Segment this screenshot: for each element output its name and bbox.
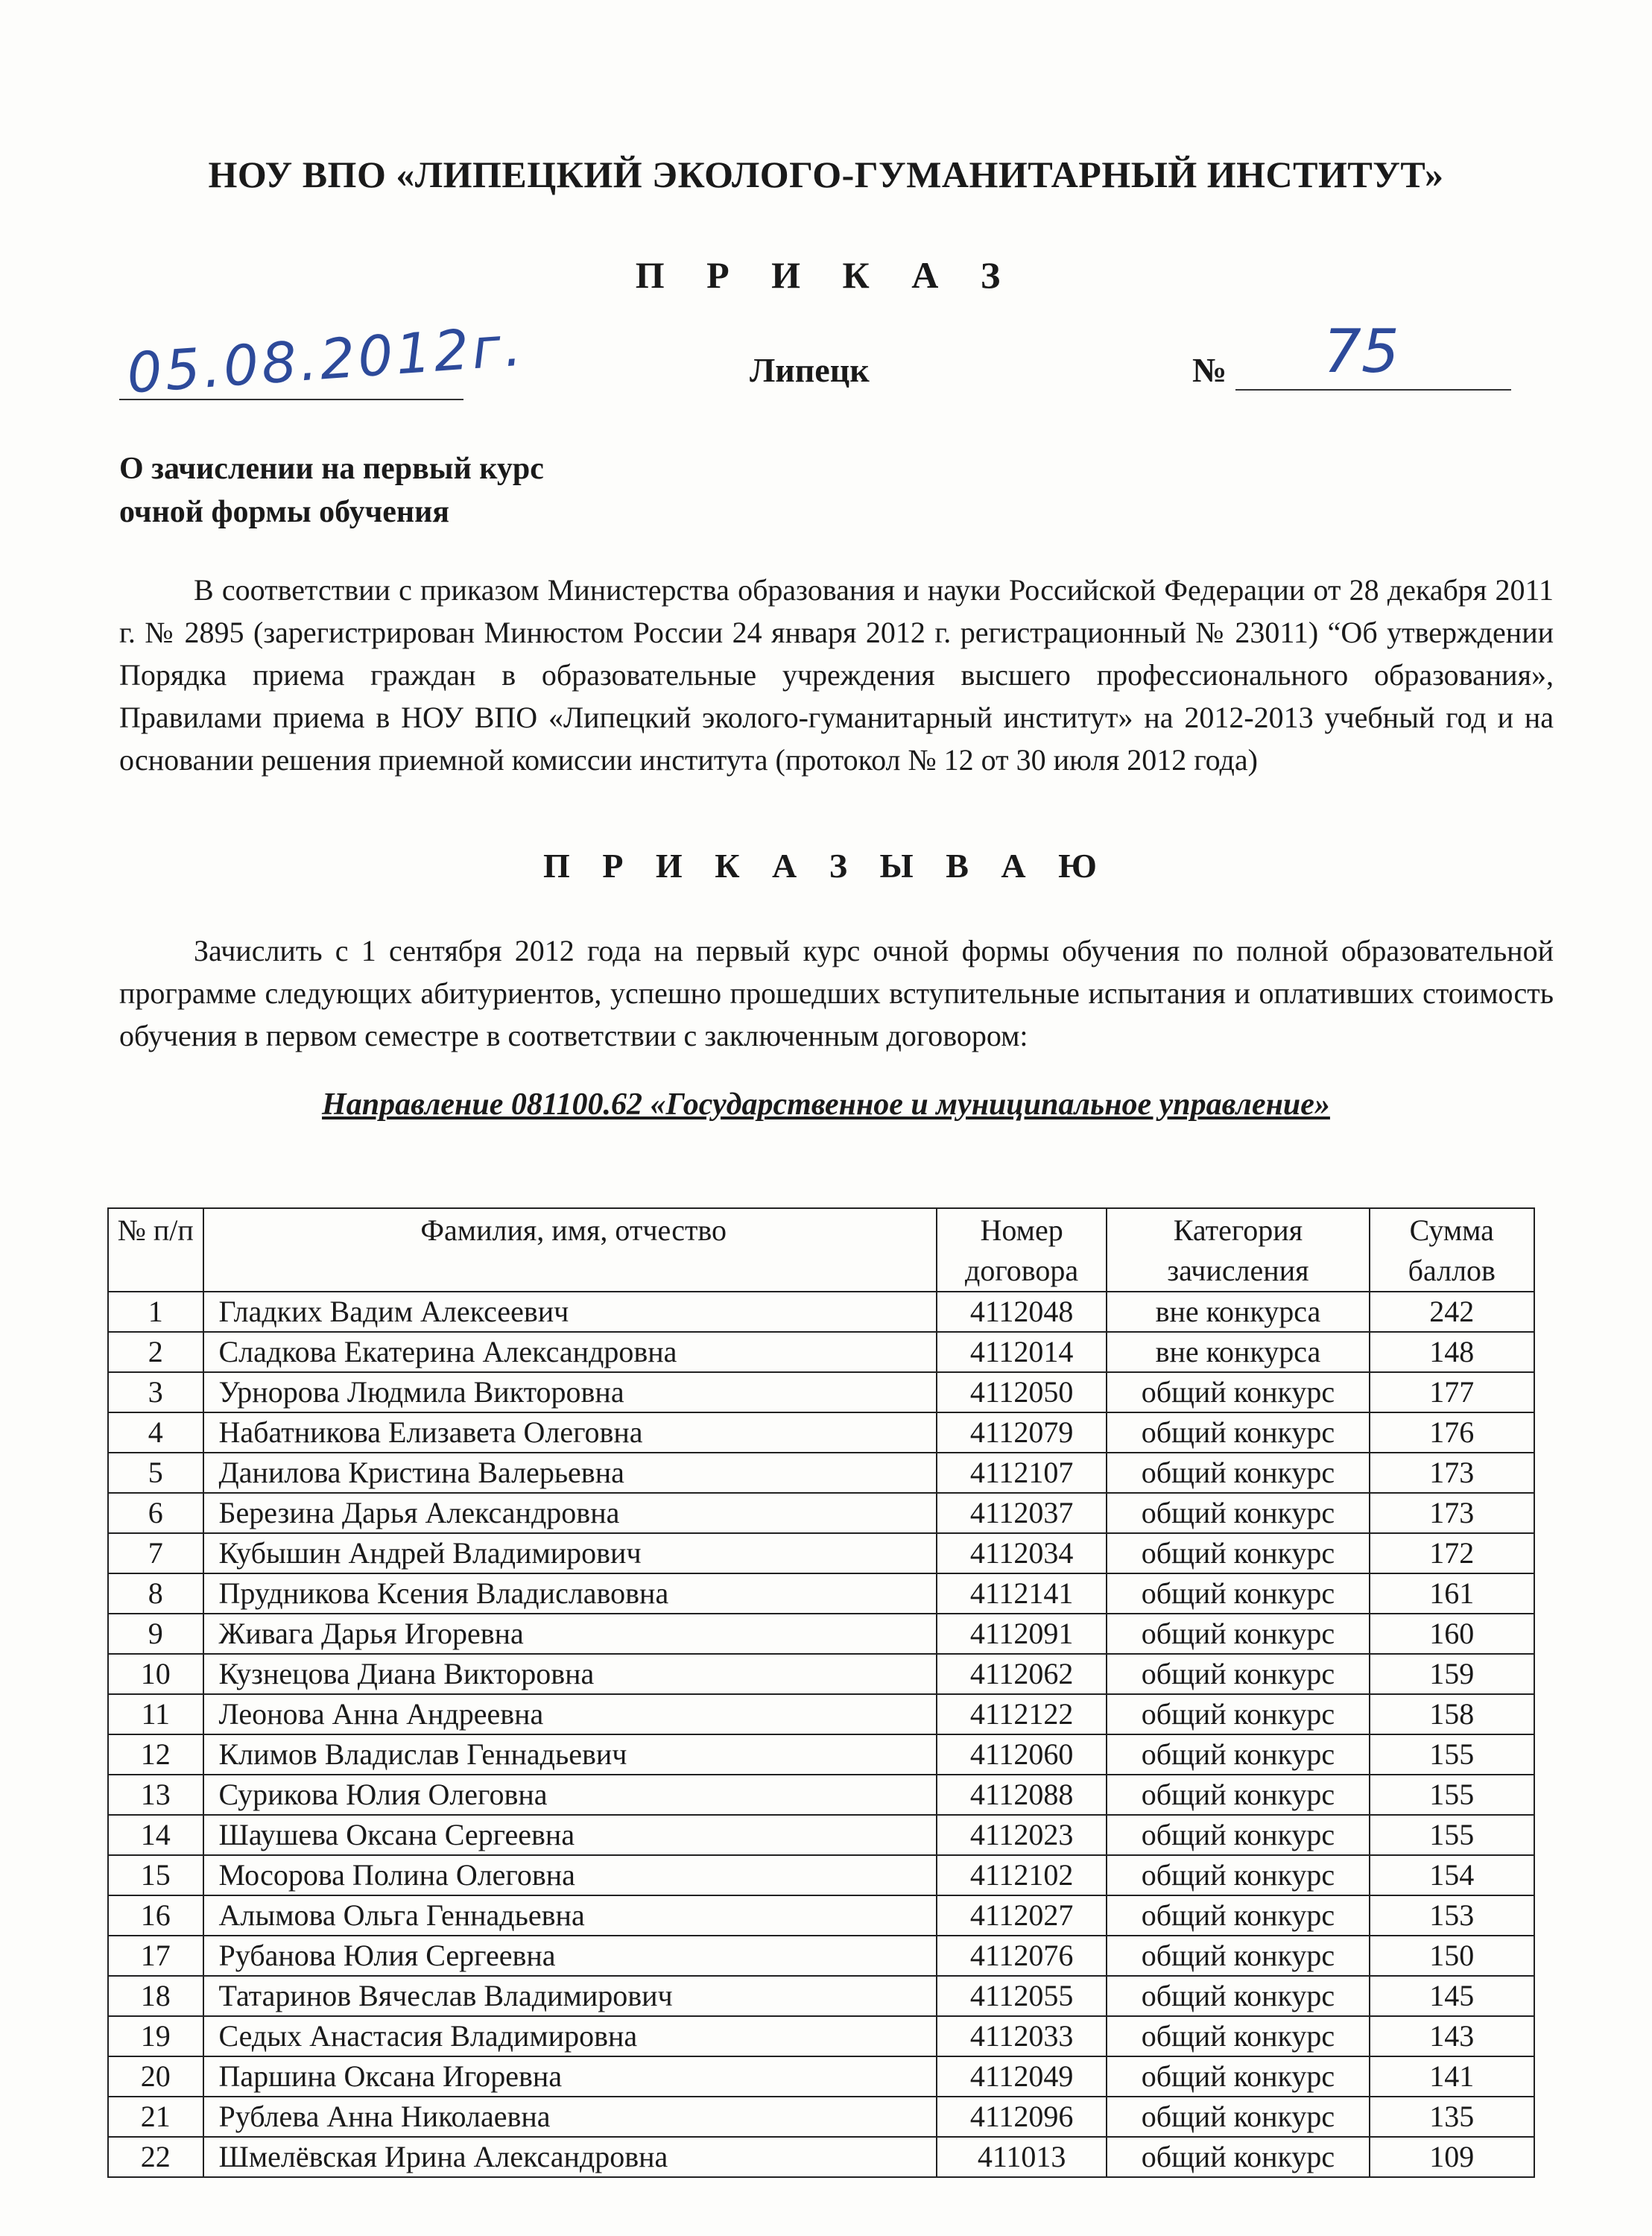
cell-no: 14: [108, 1815, 203, 1855]
table-row: [108, 1493, 1534, 1533]
cell-contract: 4112060: [937, 1734, 1107, 1775]
table-row: [108, 1855, 1534, 1895]
preamble-paragraph: В соответствии с приказом Министерства образования и науки Российской Федерации от 28 декабря 2011 г. № 2895 (зарегистрирован Минюстом России 24 января 2012 г. регистрационный № 23011) “Об утверждении Порядка приема граждан в образовательные учреждения высшего профессионального образования», Правилами приема в НОУ ВПО «Липецкий эколого-гуманитарный институт» на 2012-2013 учебный год и на основании решения приемной комиссии института (протокол № 12 от 30 июля 2012 года): [119, 573, 1554, 777]
cell-contract: 4112076: [937, 1936, 1107, 1976]
cell-score: 148: [1370, 1332, 1534, 1372]
cell-contract: 4112048: [937, 1292, 1107, 1332]
cell-name: Леонова Анна Андреевна: [203, 1694, 937, 1734]
cell-category: общий конкурс: [1107, 1734, 1369, 1775]
document-type-heading: П Р И К А З: [635, 254, 1017, 296]
cell-score: 141: [1370, 2056, 1534, 2097]
cell-score: 155: [1370, 1815, 1534, 1855]
header-category: Категория зачисления: [1107, 1208, 1369, 1292]
cell-name: Климов Владислав Геннадьевич: [203, 1734, 937, 1775]
cell-score: 172: [1370, 1533, 1534, 1573]
cell-category: общий конкурс: [1107, 2016, 1369, 2056]
header-no: № п/п: [108, 1208, 203, 1292]
cell-contract: 4112034: [937, 1533, 1107, 1573]
cell-name: Кубышин Андрей Владимирович: [203, 1533, 937, 1573]
city-label: Липецк: [750, 351, 870, 389]
cell-contract: 4112014: [937, 1332, 1107, 1372]
cell-category: общий конкурс: [1107, 1654, 1369, 1694]
date-underline: [119, 399, 463, 400]
cell-name: Паршина Оксана Игоревна: [203, 2056, 937, 2097]
cell-name: Гладких Вадим Алексеевич: [203, 1292, 937, 1332]
cell-no: 11: [108, 1694, 203, 1734]
order-subject: [119, 447, 544, 534]
cell-contract: 4112050: [937, 1372, 1107, 1412]
cell-category: общий конкурс: [1107, 1412, 1369, 1453]
cell-no: 10: [108, 1654, 203, 1694]
cell-category: общий конкурс: [1107, 2137, 1369, 2177]
cell-score: 153: [1370, 1895, 1534, 1936]
cell-name: Сурикова Юлия Олеговна: [203, 1775, 937, 1815]
cell-category: общий конкурс: [1107, 1976, 1369, 2016]
cell-score: 150: [1370, 1936, 1534, 1976]
cell-score: 160: [1370, 1614, 1534, 1654]
subject-line-1: О зачислении на первый курс: [119, 452, 544, 486]
cell-name: Рубанова Юлия Сергеевна: [203, 1936, 937, 1976]
table-row: [108, 1292, 1534, 1332]
table-row: [108, 1694, 1534, 1734]
cell-contract: 4112107: [937, 1453, 1107, 1493]
cell-name: Сладкова Екатерина Александровна: [203, 1332, 937, 1372]
cell-no: 13: [108, 1775, 203, 1815]
cell-name: Шмелёвская Ирина Александровна: [203, 2137, 937, 2177]
header-contract: Номер договора: [937, 1208, 1107, 1292]
cell-contract: 4112102: [937, 1855, 1107, 1895]
cell-no: 4: [108, 1412, 203, 1453]
cell-contract: 4112055: [937, 1976, 1107, 2016]
table-row: [108, 1936, 1534, 1976]
cell-name: Татаринов Вячеслав Владимирович: [203, 1976, 937, 2016]
cell-name: Березина Дарья Александровна: [203, 1493, 937, 1533]
cell-no: 20: [108, 2056, 203, 2097]
cell-category: вне конкурса: [1107, 1292, 1369, 1332]
table-row: [108, 2016, 1534, 2056]
handwritten-order-number: 75: [1323, 317, 1399, 386]
cell-no: 17: [108, 1936, 203, 1976]
cell-score: 135: [1370, 2097, 1534, 2137]
table-row: [108, 2137, 1534, 2177]
cell-category: общий конкурс: [1107, 1533, 1369, 1573]
cell-contract: 4112023: [937, 1815, 1107, 1855]
cell-category: общий конкурс: [1107, 1936, 1369, 1976]
cell-no: 2: [108, 1332, 203, 1372]
table-row: [108, 1453, 1534, 1493]
cell-no: 7: [108, 1533, 203, 1573]
table-row: [108, 1654, 1534, 1694]
cell-contract: 4112033: [937, 2016, 1107, 2056]
cell-contract: 4112079: [937, 1412, 1107, 1453]
table-header-row: [108, 1208, 1534, 1292]
cell-contract: 4112037: [937, 1493, 1107, 1533]
table-row: [108, 2097, 1534, 2137]
cell-category: общий конкурс: [1107, 1614, 1369, 1654]
cell-category: общий конкурс: [1107, 2097, 1369, 2137]
cell-name: Рублева Анна Николаевна: [203, 2097, 937, 2137]
cell-name: Шаушева Оксана Сергеевна: [203, 1815, 937, 1855]
table-row: [108, 1614, 1534, 1654]
cell-score: 143: [1370, 2016, 1534, 2056]
table-row: [108, 1895, 1534, 1936]
table-row: [108, 1976, 1534, 2016]
cell-no: 1: [108, 1292, 203, 1332]
cell-category: общий конкурс: [1107, 1694, 1369, 1734]
cell-category: общий конкурс: [1107, 1453, 1369, 1493]
cell-contract: 4112091: [937, 1614, 1107, 1654]
order-paragraph: Зачислить с 1 сентября 2012 года на первый курс очной формы обучения по полной образовательной программе следующих абитуриентов, успешно прошедших вступительные испытания и оплативших стоимость обучения в первом семестре в соответствии с заключенным договором:: [119, 934, 1554, 1052]
table-row: [108, 1412, 1534, 1453]
cell-contract: 4112141: [937, 1573, 1107, 1614]
header-score: Сумма баллов: [1370, 1208, 1534, 1292]
cell-score: 161: [1370, 1573, 1534, 1614]
cell-name: Кузнецова Диана Викторовна: [203, 1654, 937, 1694]
cell-no: 9: [108, 1614, 203, 1654]
cell-category: общий конкурс: [1107, 1895, 1369, 1936]
header-name: Фамилия, имя, отчество: [203, 1208, 937, 1292]
institute-title: НОУ ВПО «ЛИПЕЦКИЙ ЭКОЛОГО-ГУМАНИТАРНЫЙ ИНСТИТУТ»: [208, 154, 1444, 195]
table-row: [108, 1332, 1534, 1372]
subject-line-2: очной формы обучения: [119, 495, 450, 529]
cell-contract: 4112062: [937, 1654, 1107, 1694]
cell-contract: 4112027: [937, 1895, 1107, 1936]
cell-score: 173: [1370, 1493, 1534, 1533]
table-row: [108, 1775, 1534, 1815]
cell-contract: 4112049: [937, 2056, 1107, 2097]
cell-no: 19: [108, 2016, 203, 2056]
cell-no: 8: [108, 1573, 203, 1614]
cell-contract: 4112122: [937, 1694, 1107, 1734]
cell-category: вне конкурса: [1107, 1332, 1369, 1372]
cell-score: 145: [1370, 1976, 1534, 2016]
cell-contract: 4112088: [937, 1775, 1107, 1815]
enrollment-table: [107, 1207, 1535, 2178]
cell-category: общий конкурс: [1107, 2056, 1369, 2097]
cell-score: 154: [1370, 1855, 1534, 1895]
table-row: [108, 1372, 1534, 1412]
cell-name: Прудникова Ксения Владиславовна: [203, 1573, 937, 1614]
cell-score: 158: [1370, 1694, 1534, 1734]
cell-score: 155: [1370, 1775, 1534, 1815]
cell-no: 6: [108, 1493, 203, 1533]
order-word-heading: П Р И К А З Ы В А Ю: [543, 847, 1109, 885]
cell-category: общий конкурс: [1107, 1493, 1369, 1533]
cell-score: 109: [1370, 2137, 1534, 2177]
cell-score: 176: [1370, 1412, 1534, 1453]
cell-name: Урнорова Людмила Викторовна: [203, 1372, 937, 1412]
cell-no: 5: [108, 1453, 203, 1493]
cell-name: Набатникова Елизавета Олеговна: [203, 1412, 937, 1453]
cell-no: 21: [108, 2097, 203, 2137]
cell-category: общий конкурс: [1107, 1372, 1369, 1412]
cell-score: 173: [1370, 1453, 1534, 1493]
cell-category: общий конкурс: [1107, 1573, 1369, 1614]
cell-no: 15: [108, 1855, 203, 1895]
handwritten-date: 05.08.2012г.: [124, 314, 527, 406]
cell-category: общий конкурс: [1107, 1775, 1369, 1815]
cell-no: 18: [108, 1976, 203, 2016]
cell-no: 22: [108, 2137, 203, 2177]
cell-score: 177: [1370, 1372, 1534, 1412]
cell-name: Живага Дарья Игоревна: [203, 1614, 937, 1654]
cell-no: 3: [108, 1372, 203, 1412]
cell-contract: 4112096: [937, 2097, 1107, 2137]
cell-name: Седых Анастасия Владимировна: [203, 2016, 937, 2056]
cell-no: 16: [108, 1895, 203, 1936]
cell-score: 242: [1370, 1292, 1534, 1332]
direction-heading: Направление 081100.62 «Государственное и муниципальное управление»: [322, 1087, 1330, 1122]
cell-score: 159: [1370, 1654, 1534, 1694]
number-underline: [1235, 389, 1511, 391]
table-row: [108, 1815, 1534, 1855]
order-number-sign: №: [1192, 351, 1227, 389]
cell-category: общий конкурс: [1107, 1815, 1369, 1855]
table-row: [108, 1573, 1534, 1614]
cell-score: 155: [1370, 1734, 1534, 1775]
cell-name: Алымова Ольга Геннадьевна: [203, 1895, 937, 1936]
table-row: [108, 1734, 1534, 1775]
cell-no: 12: [108, 1734, 203, 1775]
cell-category: общий конкурс: [1107, 1855, 1369, 1895]
cell-name: Данилова Кристина Валерьевна: [203, 1453, 937, 1493]
table-row: [108, 1533, 1534, 1573]
cell-contract: 411013: [937, 2137, 1107, 2177]
cell-name: Мосорова Полина Олеговна: [203, 1855, 937, 1895]
table-row: [108, 2056, 1534, 2097]
